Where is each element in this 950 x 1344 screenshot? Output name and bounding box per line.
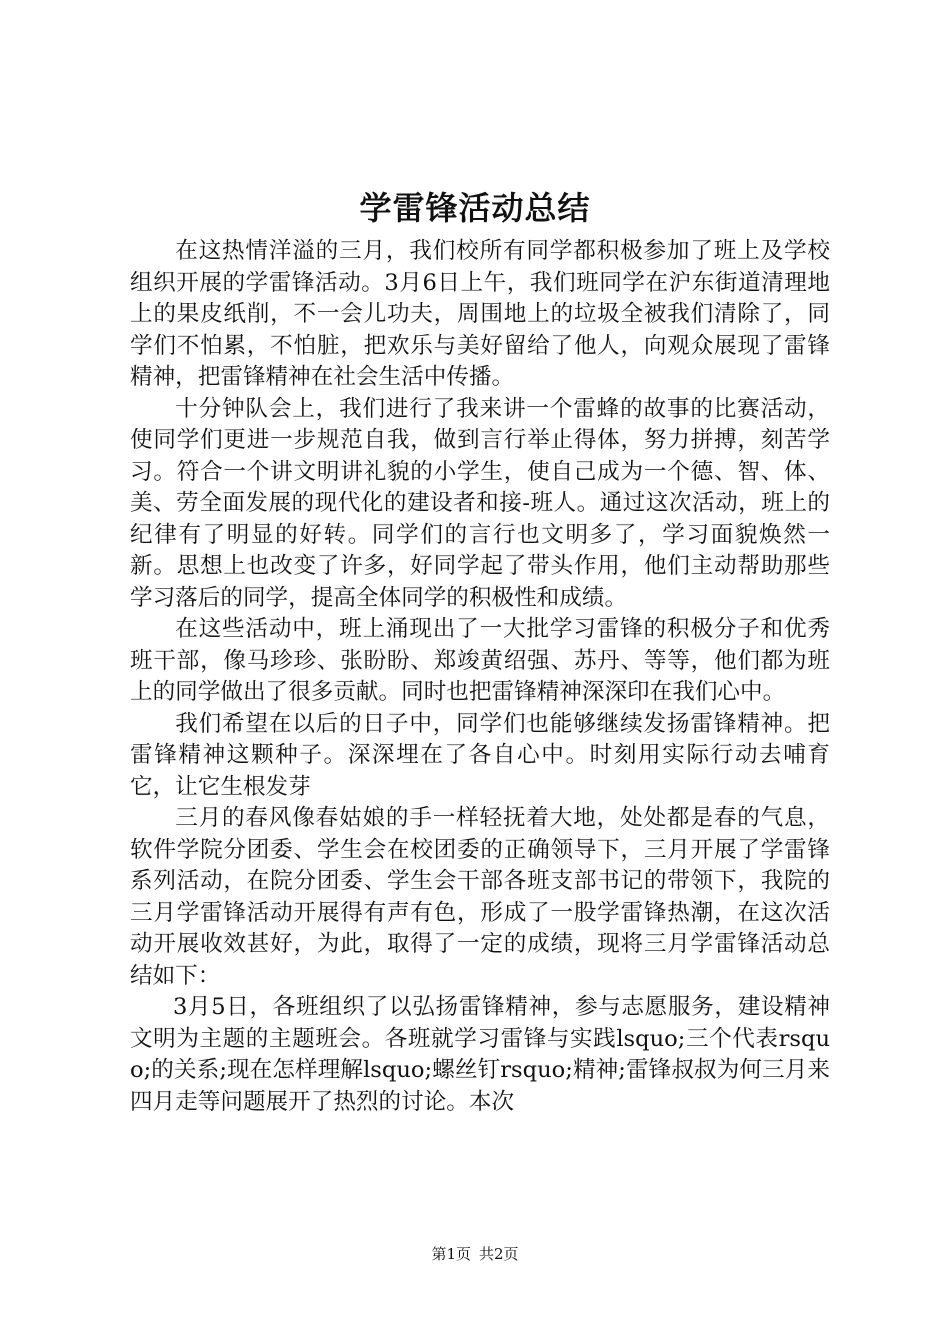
page-number: 第1页 <box>431 1245 471 1263</box>
paragraph-1: 在这热情洋溢的三月，我们校所有同学都积极参加了班上及学校组织开展的学雷锋活动。3月6日上午，我们班同学在沪东街道清理地上的果皮纸削，不一会儿功夫，周围地上的垃圾全被我们清除了，同学们不怕累，不怕脏，把欢乐与美好留给了他人，向观众展现了雷锋精神，把雷锋精神在社会生活中传播。 <box>130 238 830 390</box>
paragraph-3: 在这些活动中，班上涌现出了一大批学习雷锋的积极分子和优秀班干部，像马珍珍、张盼盼、郑竣黄绍强、苏丹、等等，他们都为班上的同学做出了很多贡献。同时也把雷锋精神深深印在我们心中。 <box>130 616 830 705</box>
paragraph-4: 我们希望在以后的日子中，同学们也能够继续发扬雷锋精神。把雷锋精神这颗种子。深深埋在了各自心中。时刻用实际行动去哺育它，让它生根发芽 <box>130 710 830 800</box>
page-footer <box>0 1244 950 1264</box>
paragraph-2: 十分钟队会上，我们进行了我来讲一个雷蜂的故事的比赛活动，使同学们更进一步规范自我，做到言行举止得体，努力拼搏，刻苦学习。符合一个讲文明讲礼貌的小学生，使自己成为一个德、智、体、美、劳全面发展的现代化的建设者和接-班人。通过这次活动，班上的纪律有了明显的好转。同学们的言行也文明多了，学习面貌焕然一新。思想上也改变了许多，好同学起了带头作用，他们主动帮助那些学习落后的同学，提高全体同学的积极性和成绩。 <box>130 395 830 611</box>
document-title: 学雷锋活动总结 <box>359 189 591 227</box>
page-total: 共2页 <box>479 1245 519 1263</box>
paragraph-5: 三月的春风像春姑娘的手一样轻抚着大地，处处都是春的气息，软件学院分团委、学生会在校团委的正确领导下，三月开展了学雷锋系列活动，在院分团委、学生会干部各班支部书记的带领下，我院的三月学雷锋活动开展得有声有色，形成了一股学雷锋热潮，在这次活动开展收效甚好，为此，取得了一定的成绩，现将三月学雷锋活动总结如下： <box>130 805 830 989</box>
paragraph-6: 3月5日，各班组织了以弘扬雷锋精神，参与志愿服务，建设精神文明为主题的主题班会。各班就学习雷锋与实践lsquo;三个代表rsquo;的关系;现在怎样理解lsquo;螺丝钉rsquo;精神;雷锋叔叔为何三月来四月走等问题展开了热烈的讨论。本次 <box>130 994 830 1115</box>
document-body <box>130 236 830 1118</box>
